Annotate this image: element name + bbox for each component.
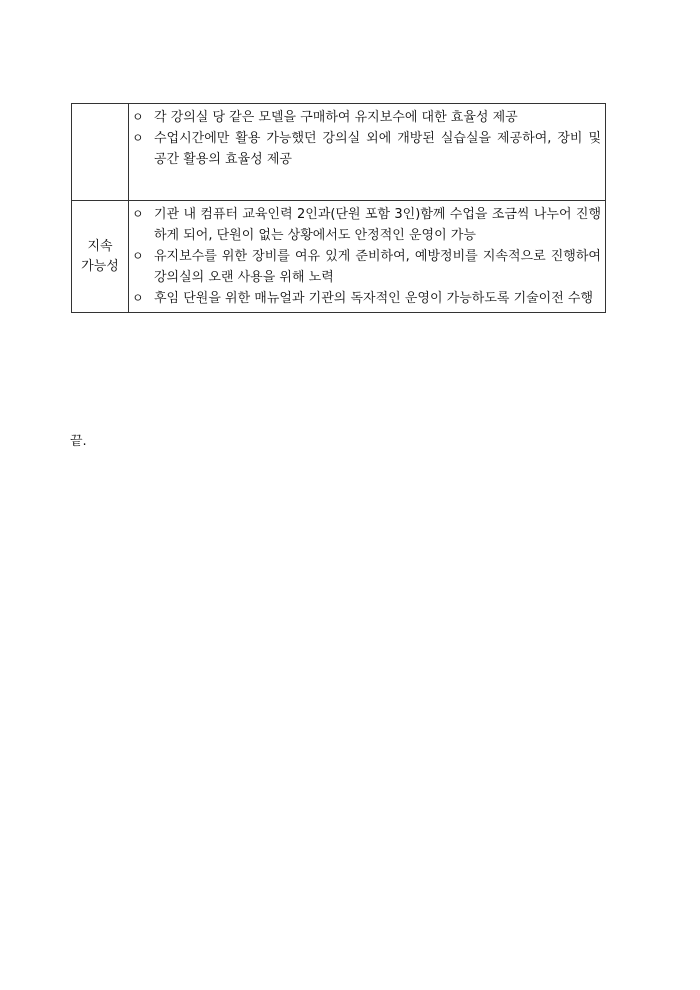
list-item-text: 수업시간에만 활용 가능했던 강의실 외에 개방된 실습실을 제공하여, 장비 및 공간 활용의 효율성 제공 [154, 131, 601, 167]
row-label-line-2: 가능성 [81, 258, 119, 274]
end-mark: 끝. [70, 434, 87, 449]
content-table [71, 103, 606, 313]
bullet-marker: ㅇ [132, 249, 144, 263]
list-item-text: 유지보수를 위한 장비를 여유 있게 준비하여, 예방정비를 지속적으로 진행하여 강의실의 오랜 사용을 위해 노력 [154, 249, 601, 285]
table-row [72, 201, 606, 313]
row-content-cell [129, 201, 606, 313]
list-item-text: 각 강의실 당 같은 모델을 구매하여 유지보수에 대한 효율성 제공 [154, 110, 518, 125]
bullet-marker: ㅇ [132, 291, 144, 305]
table-row [72, 104, 606, 201]
list-item [132, 288, 601, 309]
list-item-text: 기관 내 컴퓨터 교육인력 2인과(단원 포함 3인)함께 수업을 조금씩 나누어 진행하게 되어, 단원이 없는 상황에서도 안정적인 운영이 가능 [154, 207, 601, 243]
list-item [132, 246, 601, 288]
bullet-marker: ㅇ [132, 110, 144, 124]
list-item [132, 107, 601, 128]
row-label-line-1: 지속 [87, 238, 113, 254]
list-item-text: 후임 단원을 위한 매뉴얼과 기관의 독자적인 운영이 가능하도록 기술이전 수행 [154, 291, 594, 306]
row-label-cell [72, 104, 129, 201]
bullet-marker: ㅇ [132, 131, 144, 145]
row-label-cell [72, 201, 129, 313]
list-item [132, 204, 601, 246]
bullet-marker: ㅇ [132, 207, 144, 221]
list-item [132, 128, 601, 170]
row-content-cell [129, 104, 606, 201]
